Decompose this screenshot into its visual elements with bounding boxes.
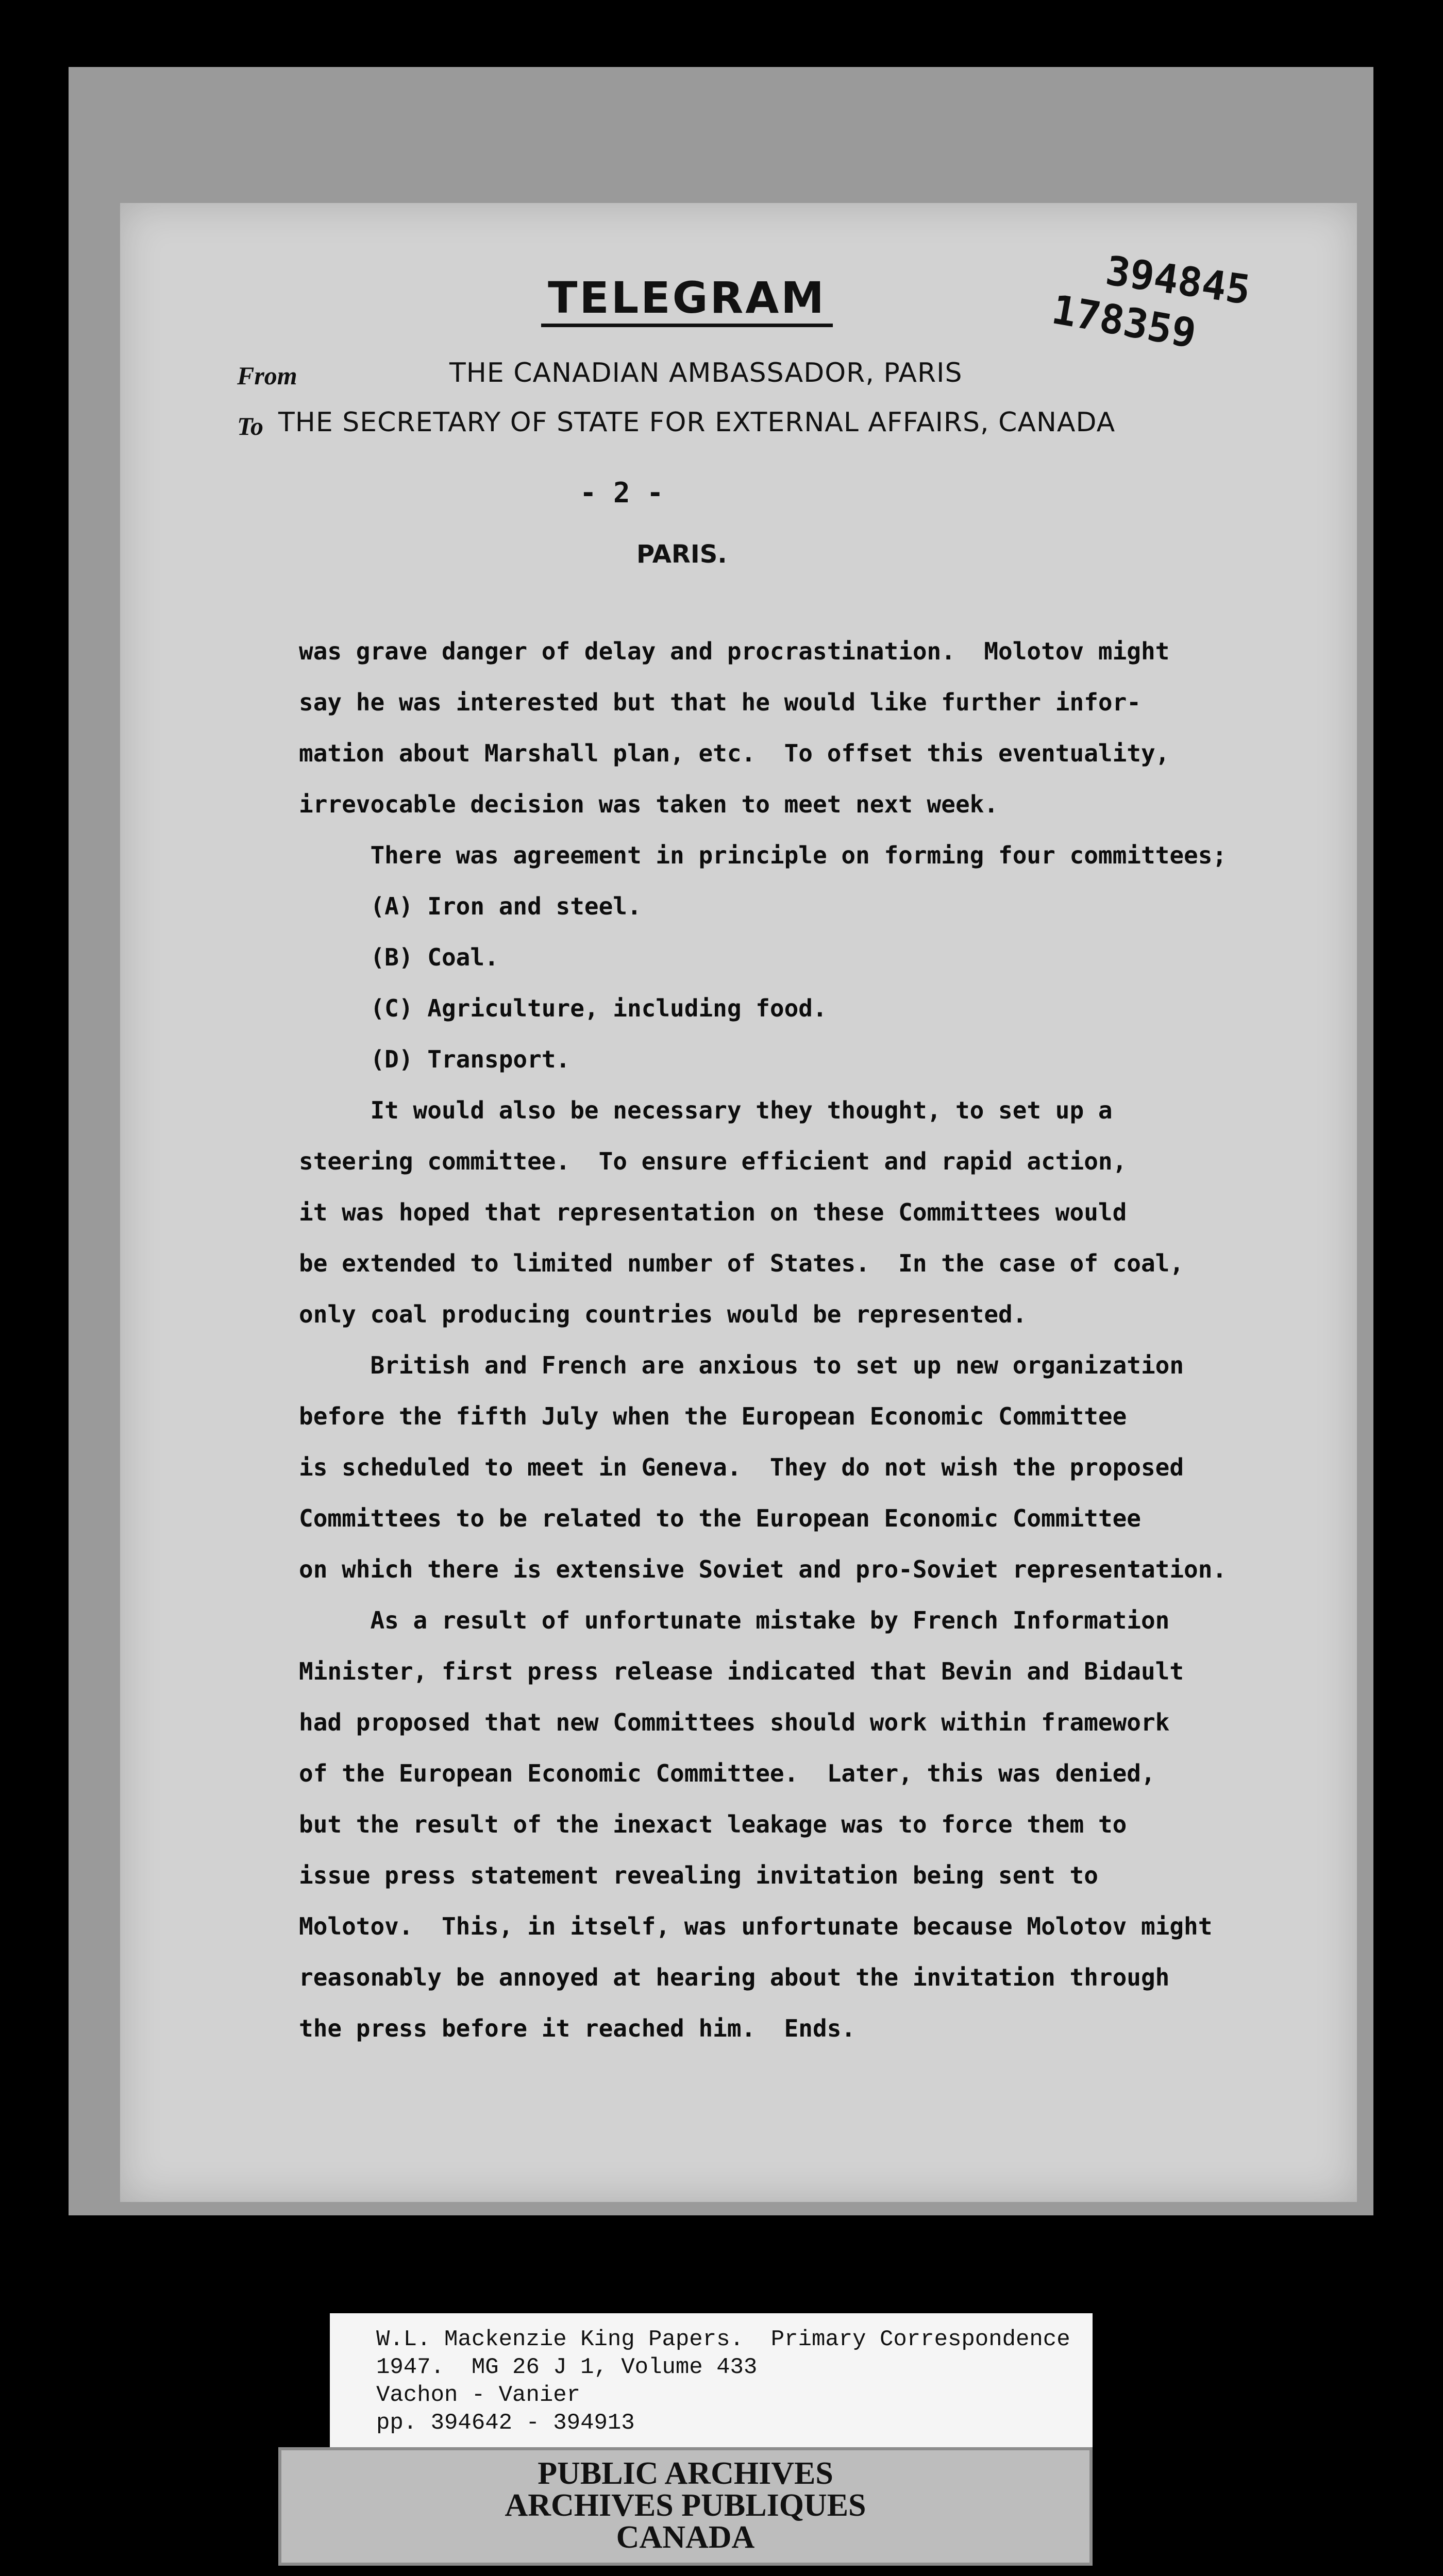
body-line: mation about Marshall plan, etc. To offset this eventuality, <box>299 739 1170 767</box>
place-heading: PARIS. <box>636 540 727 569</box>
body-line: reasonably be annoyed at hearing about the invitation through <box>299 1963 1170 1991</box>
page-number: - 2 - <box>580 477 664 509</box>
body-line: Molotov. This, in itself, was unfortunate because Molotov might <box>299 1912 1213 1940</box>
body-line: (B) Coal. <box>299 943 499 971</box>
body-line: the press before it reached him. Ends. <box>299 2014 856 2042</box>
archive-label-line: W.L. Mackenzie King Papers. Primary Correspondence <box>376 2327 1070 2352</box>
telegram-title: TELEGRAM <box>541 272 833 327</box>
body-line: say he was interested but that he would like further infor- <box>299 688 1141 716</box>
body-line: had proposed that new Committees should work within framework <box>299 1708 1170 1736</box>
body-line: of the European Economic Committee. Later, this was denied, <box>299 1759 1155 1787</box>
body-line: Minister, first press release indicated that Bevin and Bidault <box>299 1657 1184 1685</box>
body-line: It would also be necessary they thought, to set up a <box>299 1096 1113 1124</box>
body-line: is scheduled to meet in Geneva. They do not wish the proposed <box>299 1453 1184 1481</box>
body-line: but the result of the inexact leakage was to force them to <box>299 1810 1127 1838</box>
body-line: irrevocable decision was taken to meet next week. <box>299 790 999 818</box>
body-line: issue press statement revealing invitation being sent to <box>299 1861 1098 1889</box>
telegram-body <box>299 626 1314 2054</box>
archive-label-line: Vachon - Vanier <box>376 2382 581 2408</box>
body-line: As a result of unfortunate mistake by French Information <box>299 1606 1170 1634</box>
body-line: be extended to limited number of States. In the case of coal, <box>299 1249 1184 1277</box>
recipient: THE SECRETARY OF STATE FOR EXTERNAL AFFAIRS, CANADA <box>278 407 1116 438</box>
body-line: before the fifth July when the European Economic Committee <box>299 1402 1127 1430</box>
to-label: To <box>237 412 263 440</box>
body-line: British and French are anxious to set up new organization <box>299 1351 1184 1379</box>
body-line: steering committee. To ensure efficient and rapid action, <box>299 1147 1127 1175</box>
body-line: (D) Transport. <box>299 1045 571 1073</box>
sender: THE CANADIAN AMBASSADOR, PARIS <box>449 358 963 388</box>
archives-stamp-line: ARCHIVES PUBLIQUES <box>505 2488 866 2523</box>
archive-label-card <box>330 2313 1093 2447</box>
body-line: on which there is extensive Soviet and pro-Soviet representation. <box>299 1555 1227 1583</box>
archive-label-line: 1947. MG 26 J 1, Volume 433 <box>376 2354 758 2380</box>
stamp-number-2: 178359 <box>1048 286 1200 358</box>
body-line: Committees to be related to the European Economic Committee <box>299 1504 1141 1532</box>
body-line: it was hoped that representation on these Committees would <box>299 1198 1127 1226</box>
from-label: From <box>237 361 297 390</box>
stamp-number-1: 394845 <box>1103 247 1253 314</box>
body-line: There was agreement in principle on forming four committees; <box>299 841 1227 869</box>
public-archives-stamp <box>278 2447 1093 2566</box>
body-line: only coal producing countries would be represented. <box>299 1300 1027 1328</box>
body-line: (C) Agriculture, including food. <box>299 994 827 1022</box>
body-line: was grave danger of delay and procrastination. Molotov might <box>299 637 1170 665</box>
archive-label-line: pp. 394642 - 394913 <box>376 2410 635 2436</box>
archives-stamp-line: CANADA <box>616 2520 755 2555</box>
body-line: (A) Iron and steel. <box>299 892 642 920</box>
archives-stamp-line: PUBLIC ARCHIVES <box>538 2456 833 2491</box>
